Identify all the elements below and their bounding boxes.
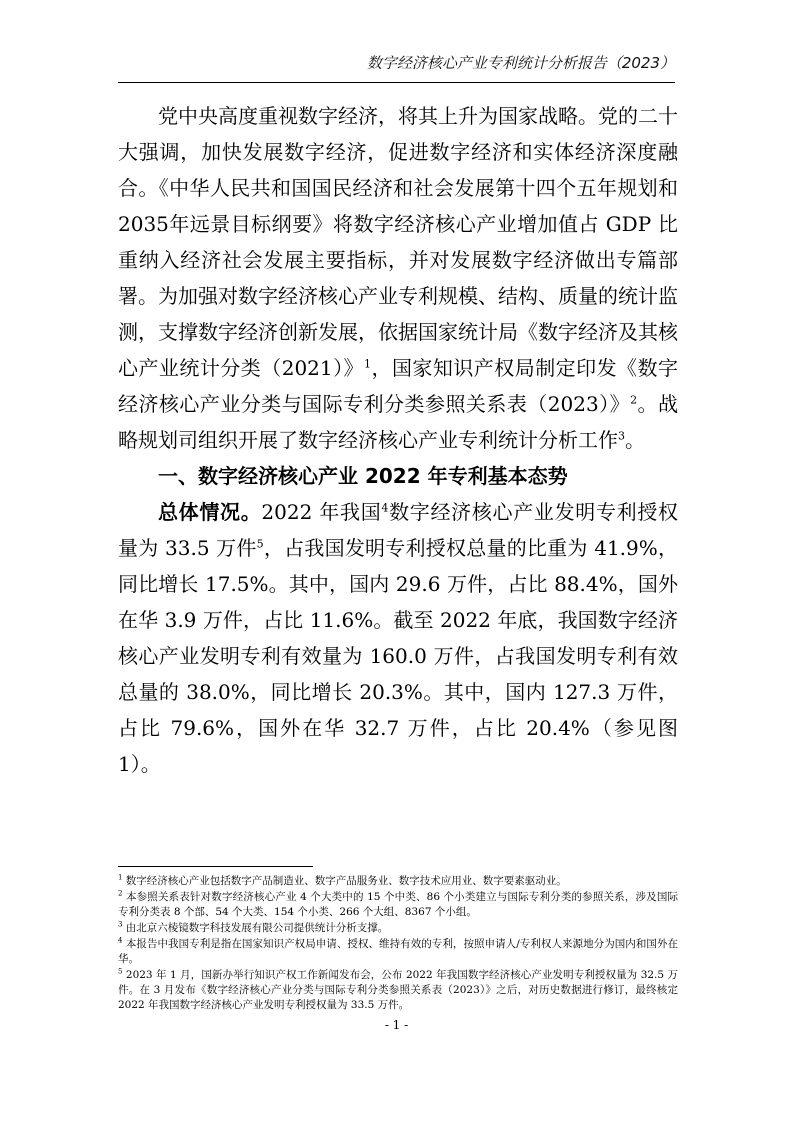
footnote-mark: 1 [118,873,123,882]
footnote-text: 由北京六棱镜数字科技发展有限公司提供统计分析支撑。 [122,922,389,934]
para1-text-c: 。战略规划司组织开展了数字经济核心产业专利统计分析工作 [118,392,678,452]
footnote-mark: 2 [118,889,123,898]
footnote-mark: 3 [118,920,123,929]
intro-paragraph [118,98,678,458]
footnote-mark: 5 [118,967,123,976]
footnote [118,890,678,920]
section-heading: 一、数字经济核心产业 2022 年专利基本态势 [158,464,568,488]
footnote [118,937,678,967]
footnote-ref-5[interactable]: 5 [256,537,264,551]
footnote [118,874,678,889]
footnote-ref-2[interactable]: 2 [630,393,638,407]
footnote [118,921,678,936]
footnote-rule [118,866,313,867]
paragraph-lead: 总体情况。 [158,500,262,524]
footnote-ref-4[interactable]: 4 [381,501,389,515]
footnote [118,968,678,1013]
para2-text-b: 数字经济核心产业发明专利授权量为 33.5 万件 [118,500,678,560]
para2-text-a: 2022 年我国 [261,500,382,524]
running-header: 数字经济核心产业专利统计分析报告（2023） [366,54,675,72]
footnote-text: 本报告中我国专利是指在国家知识产权局申请、授权、维持有效的专利，按照申请人/专利权人来源地分为国内和国外在华。 [118,938,678,965]
body-text [118,98,678,782]
para1-text-b: ，国家知识产权局制定印发《数字经济核心产业分类与国际专利分类参照关系表（2023）》 [118,356,678,416]
para1-text-a: 党中央高度重视数字经济，将其上升为国家战略。党的二十大强调，加快发展数字经济，促进数字经济和实体经济深度融合。《中华人民共和国国民经济和社会发展第十四个五年规划和2035年远景目标纲要》将数字经济核心产业增加值占 GDP 比重纳入经济社会发展主要指标，并对发展数字经济做出专篇部署。为加强对数字经济核心产业专利规模、结构、质量的统计监测，支撑数字经济创新发展，依据国家统计局《数字经济及其核心产业统计分类（2021）》 [118,104,678,380]
footnote-mark: 4 [118,936,123,945]
footnotes [118,874,678,1014]
para2-text-c: ，占我国发明专利授权总量的比重为 41.9%，同比增长 17.5%。其中，国内 29.6 万件，占比 88.4%，国外在华 3.9 万件，占比 11.6%。截至 2022 年底，我国数字经济核心产业发明专利有效量为 160.0 万件，占我国发明专利有效总量的 38.0%，同比增长 20.3%。其中，国内 127.3 万件，占比 79.6%，国外在华 32.7 万件，占比 20.4%（参见图 1）。 [118,536,678,776]
para1-text-d: 。 [625,428,645,452]
footnote-ref-1[interactable]: 1 [364,357,372,371]
footnote-ref-3[interactable]: 3 [618,429,625,443]
page-number: - 1 - [384,1018,409,1032]
overview-paragraph [118,494,678,782]
footnote-text: 数字经济核心产业包括数字产品制造业、数字产品服务业、数字技术应用业、数字要素驱动业。 [122,875,567,887]
header-rule [118,82,675,83]
footnote-text: 本参照关系表针对数字经济核心产业 4 个大类中的 15 个中类、86 个小类建立与国际专利分类的参照关系，涉及国际专利分类表 8 个部、54 个大类、154 个小类、266 个大组、8367 个小组。 [118,891,678,918]
footnote-text: 2023 年 1 月，国新办举行知识产权工作新闻发布会，公布 2022 年我国数字经济核心产业发明专利授权量为 32.5 万件。在 3 月发布《数字经济核心产业分类与国际专利分类参照关系表（2023）》之后，对历史数据进行修订，最终核定 2022 年我国数字经济核心产业发明专利授权量为 33.5 万件。 [118,969,678,1011]
